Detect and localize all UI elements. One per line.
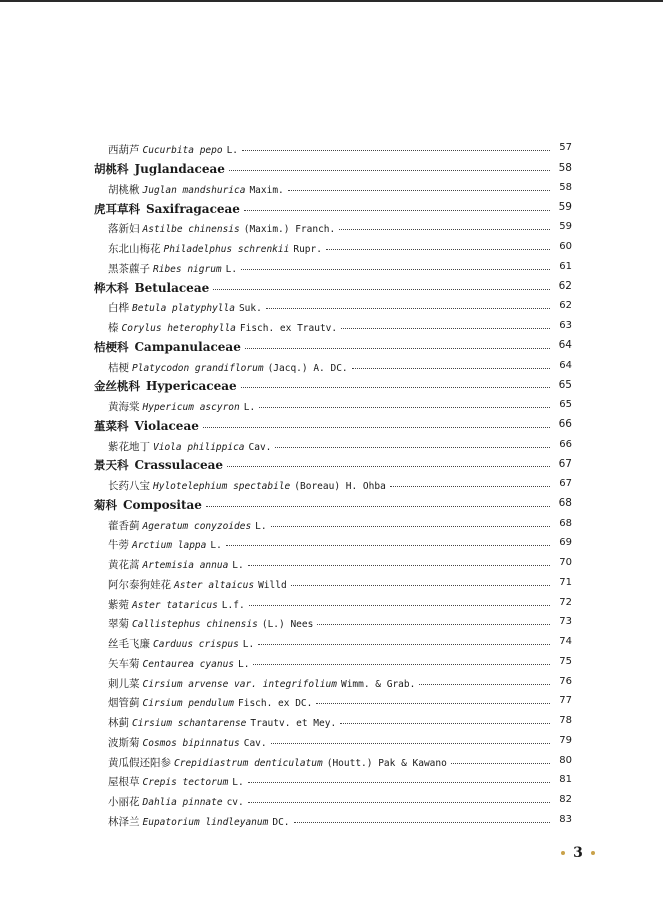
page-ref: 64: [559, 359, 572, 371]
toc-species-entry[interactable]: [92, 671, 572, 691]
toc-species-entry[interactable]: [92, 178, 572, 198]
latin-name: Astilbe chinensis: [142, 224, 240, 236]
entry-name: [108, 395, 255, 414]
page-ref: 61: [559, 260, 572, 272]
page-ref: 60: [559, 241, 572, 253]
entry-name: [108, 672, 415, 691]
chinese-name: 胡桃楸: [108, 183, 140, 196]
page-ref: 65: [558, 378, 572, 391]
dot-leader: [326, 249, 550, 250]
toc-species-entry[interactable]: [92, 790, 572, 810]
author-citation: Fisch. ex Trautv.: [239, 323, 338, 335]
page-ref: 64: [558, 339, 572, 352]
latin-name: Cirsium pendulum: [142, 698, 235, 710]
page-ref: 82: [559, 794, 572, 806]
dot-leader: [253, 664, 550, 665]
toc-family-entry[interactable]: [92, 276, 572, 296]
chinese-name: 黄海棠: [108, 401, 140, 414]
entry-name: [108, 138, 238, 157]
page-ref: 58: [558, 161, 572, 174]
author-citation: (Jacq.) A. DC.: [267, 362, 348, 374]
chinese-name: 屋根草: [108, 776, 140, 789]
family-latin-name: Hypericaceae: [146, 379, 237, 394]
toc-species-entry[interactable]: [92, 533, 572, 553]
latin-name: Hylotelephium spectabile: [153, 481, 291, 493]
chinese-name: 紫花地丁: [108, 440, 150, 453]
entry-name: [108, 514, 267, 533]
page-ref: 67: [559, 478, 572, 490]
author-citation: L.: [225, 263, 238, 275]
toc-species-entry[interactable]: [92, 138, 572, 158]
toc-species-entry[interactable]: [92, 296, 572, 316]
author-citation: (L.) Nees: [261, 619, 314, 631]
chinese-name: 长药八宝: [108, 480, 150, 493]
page-ref: 81: [559, 774, 572, 786]
chinese-name: 阿尔泰狗娃花: [108, 578, 171, 591]
latin-name: Aster altaicus: [174, 579, 255, 591]
latin-name: Platycodon grandiflorum: [132, 362, 264, 374]
author-citation: Cav.: [248, 441, 272, 453]
author-citation: Trautv. et Mey.: [250, 718, 337, 730]
author-citation: Wimm. & Grab.: [340, 678, 416, 690]
chinese-name: 黄瓜假还阳参: [108, 756, 171, 769]
chinese-name: 菊科: [94, 497, 117, 512]
dot-leader: [248, 782, 550, 783]
dot-leader: [249, 605, 550, 606]
toc-species-entry[interactable]: [92, 711, 572, 731]
dot-leader: [241, 387, 550, 388]
entry-name: [108, 691, 312, 710]
dot-leader: [242, 150, 550, 151]
chinese-name: 牛蒡: [108, 539, 129, 552]
page-ref: 58: [559, 181, 572, 193]
chinese-name: 翠菊: [108, 618, 129, 631]
latin-name: Crepidiastrum denticulatum: [174, 757, 323, 769]
chinese-name: 桦木科: [94, 280, 129, 295]
entry-name: [108, 356, 348, 375]
entry-name: [108, 573, 287, 592]
author-citation: (Maxim.) Franch.: [243, 224, 336, 236]
page-ref: 68: [558, 497, 572, 510]
toc-species-entry[interactable]: [92, 257, 572, 277]
latin-name: Ribes nigrum: [153, 263, 222, 275]
chinese-name: 林蓟: [108, 717, 129, 730]
family-latin-name: Violaceae: [134, 418, 199, 433]
page-ref: 83: [559, 813, 572, 825]
toc-family-entry[interactable]: [92, 454, 572, 474]
page-ref: 67: [558, 457, 572, 470]
page-ref: 63: [559, 320, 572, 332]
family-latin-name: Crassulaceae: [134, 458, 224, 473]
entry-name: [108, 593, 245, 612]
dot-leader: [419, 684, 550, 685]
page-ref: 74: [559, 636, 572, 648]
latin-name: Corylus heterophylla: [121, 323, 236, 335]
latin-name: Aster tataricus: [132, 599, 218, 611]
author-citation: Willd: [258, 579, 287, 591]
author-citation: (Boreau) H. Ohba: [294, 481, 386, 493]
dot-leader: [248, 565, 550, 566]
entry-name: [108, 790, 244, 809]
latin-name: Cirsium schantarense: [132, 718, 247, 730]
dot-leader: [271, 743, 550, 744]
top-rule: [0, 0, 663, 2]
toc-family-entry[interactable]: [92, 494, 572, 514]
entry-name: [94, 375, 237, 394]
entry-name: [108, 296, 262, 315]
entry-name: [108, 533, 222, 552]
chinese-name: 黑茶藨子: [108, 262, 150, 275]
chinese-name: 黄花蒿: [108, 559, 140, 572]
chinese-name: 小丽花: [108, 796, 140, 809]
entry-name: [94, 336, 241, 355]
latin-name: Artemisia annua: [142, 560, 229, 572]
chinese-name: 堇菜科: [94, 418, 129, 433]
chinese-name: 西葫芦: [108, 144, 140, 157]
entry-name: [108, 652, 249, 671]
chinese-name: 胡桃科: [94, 162, 129, 177]
dot-leader: [316, 703, 550, 704]
chinese-name: 落新妇: [108, 223, 140, 236]
latin-name: Philadelphus schrenkii: [163, 244, 290, 256]
page-ref: 76: [559, 675, 572, 687]
chinese-name: 丝毛飞廉: [108, 638, 150, 651]
entry-name: [108, 237, 322, 256]
toc-species-entry[interactable]: [92, 395, 572, 415]
chinese-name: 藿香蓟: [108, 519, 140, 532]
toc-species-entry[interactable]: [92, 237, 572, 257]
page-ref: 72: [559, 596, 572, 608]
toc-species-entry[interactable]: [92, 592, 572, 612]
page-ref: 62: [559, 300, 572, 312]
author-citation: L.: [255, 520, 267, 532]
family-latin-name: Campanulaceae: [134, 339, 241, 354]
entry-name: [108, 711, 336, 730]
chinese-name: 紫菀: [108, 598, 129, 611]
page-ref: 75: [559, 655, 572, 667]
chinese-name: 桔梗科: [94, 339, 129, 354]
family-latin-name: Betulaceae: [134, 280, 210, 295]
entry-name: [94, 494, 202, 513]
entry-name: [108, 810, 290, 829]
entry-name: [108, 217, 335, 236]
dot-leader: [390, 486, 550, 487]
latin-name: Carduus crispus: [153, 639, 239, 651]
entry-name: [94, 158, 225, 177]
dot-leader: [294, 822, 550, 823]
author-citation: Fisch. ex DC.: [238, 698, 313, 710]
entry-name: [108, 316, 337, 335]
toc-species-entry[interactable]: [92, 652, 572, 672]
page-ref: 73: [559, 616, 572, 628]
page-ref: 68: [559, 517, 572, 529]
chinese-name: 刺儿菜: [108, 677, 140, 690]
latin-name: Viola philippica: [153, 441, 245, 453]
folio-dot-left: [561, 851, 565, 855]
toc-species-entry[interactable]: [92, 553, 572, 573]
entry-name: [108, 751, 447, 770]
dot-leader: [241, 269, 550, 270]
page-ref: 71: [559, 576, 572, 588]
dot-leader: [259, 407, 550, 408]
toc-species-entry[interactable]: [92, 810, 572, 830]
dot-leader: [451, 763, 550, 764]
author-citation: L.f.: [221, 599, 245, 611]
entry-name: [108, 612, 313, 631]
toc-species-entry[interactable]: [92, 513, 572, 533]
chinese-name: 林泽兰: [108, 815, 140, 828]
author-citation: Rupr.: [293, 244, 322, 256]
page-ref: 57: [559, 142, 572, 154]
dot-leader: [291, 585, 550, 586]
chinese-name: 金丝桃科: [94, 379, 140, 394]
dot-leader: [340, 723, 550, 724]
author-citation: (Houtt.) Pak & Kawano: [326, 757, 447, 769]
page-ref: 78: [559, 715, 572, 727]
table-of-contents: [92, 138, 572, 829]
dot-leader: [227, 466, 550, 467]
chinese-name: 虎耳草科: [94, 201, 140, 216]
latin-name: Arctium lappa: [132, 540, 207, 552]
entry-name: [108, 731, 267, 750]
page-folio: [548, 842, 608, 864]
family-latin-name: Juglandaceae: [134, 162, 225, 177]
toc-species-entry[interactable]: [92, 691, 572, 711]
toc-family-entry[interactable]: [92, 158, 572, 178]
chinese-name: 烟管蓟: [108, 697, 140, 710]
latin-name: Cirsium arvense var. integrifolium: [142, 678, 337, 690]
dot-leader: [245, 348, 550, 349]
dot-leader: [317, 624, 550, 625]
author-citation: L.: [232, 560, 244, 572]
toc-species-entry[interactable]: [92, 316, 572, 336]
entry-name: [108, 632, 254, 651]
page-ref: 70: [559, 557, 572, 569]
toc-species-entry[interactable]: [92, 434, 572, 454]
entry-name: [108, 770, 244, 789]
author-citation: L.: [242, 639, 255, 651]
folio-dot-right: [591, 851, 595, 855]
entry-name: [94, 277, 209, 296]
author-citation: DC.: [272, 816, 290, 828]
chinese-name: 白桦: [108, 302, 129, 315]
latin-name: Dahlia pinnate: [142, 797, 223, 809]
dot-leader: [288, 190, 550, 191]
entry-name: [94, 454, 223, 473]
toc-species-entry[interactable]: [92, 573, 572, 593]
entry-name: [108, 435, 271, 454]
page-ref: 66: [558, 418, 572, 431]
dot-leader: [341, 328, 550, 329]
entry-name: [94, 415, 199, 434]
page-ref: 59: [558, 201, 572, 214]
toc-species-entry[interactable]: [92, 770, 572, 790]
latin-name: Eupatorium lindleyanum: [142, 816, 269, 828]
latin-name: Crepis tectorum: [142, 777, 229, 789]
page-ref: 66: [559, 438, 572, 450]
dot-leader: [213, 289, 550, 290]
entry-name: [108, 178, 284, 197]
author-citation: L.: [226, 145, 239, 157]
latin-name: Callistephus chinensis: [132, 619, 258, 631]
entry-name: [108, 257, 237, 276]
dot-leader: [339, 229, 550, 230]
dot-leader: [206, 506, 550, 507]
toc-species-entry[interactable]: [92, 355, 572, 375]
chinese-name: 波斯菊: [108, 736, 140, 749]
chinese-name: 桔梗: [108, 361, 129, 374]
page-ref: 80: [559, 754, 572, 766]
toc-species-entry[interactable]: [92, 731, 572, 751]
author-citation: Maxim.: [249, 184, 284, 196]
page-ref: 62: [558, 280, 572, 293]
author-citation: L.: [210, 540, 222, 552]
dot-leader: [248, 802, 550, 803]
author-citation: Cav.: [243, 737, 267, 749]
toc-family-entry[interactable]: [92, 375, 572, 395]
toc-family-entry[interactable]: [92, 336, 572, 356]
toc-species-entry[interactable]: [92, 474, 572, 494]
latin-name: Hypericum ascyron: [142, 402, 240, 414]
toc-family-entry[interactable]: [92, 197, 572, 217]
family-latin-name: Saxifragaceae: [146, 201, 240, 216]
chinese-name: 矢车菊: [108, 657, 140, 670]
entry-name: [94, 198, 240, 217]
toc-species-entry[interactable]: [92, 632, 572, 652]
toc-species-entry[interactable]: [92, 750, 572, 770]
latin-name: Centaurea cyanus: [142, 658, 235, 670]
page-ref: 69: [559, 537, 572, 549]
dot-leader: [352, 368, 550, 369]
dot-leader: [271, 526, 550, 527]
latin-name: Ageratum conyzoides: [142, 520, 252, 532]
author-citation: L.: [243, 402, 256, 414]
latin-name: Juglan mandshurica: [142, 184, 246, 196]
latin-name: Cucurbita pepo: [142, 145, 223, 157]
entry-name: [108, 474, 386, 493]
latin-name: Cosmos bipinnatus: [142, 737, 240, 749]
dot-leader: [203, 427, 550, 428]
dot-leader: [244, 210, 550, 211]
author-citation: cv.: [226, 797, 244, 809]
author-citation: L.: [232, 777, 244, 789]
chinese-name: 景天科: [94, 458, 129, 473]
author-citation: Suk.: [238, 303, 262, 315]
chinese-name: 榛: [108, 322, 119, 335]
toc-species-entry[interactable]: [92, 217, 572, 237]
page-ref: 65: [559, 399, 572, 411]
dot-leader: [266, 308, 550, 309]
family-latin-name: Compositae: [123, 497, 202, 512]
toc-family-entry[interactable]: [92, 415, 572, 435]
dot-leader: [275, 447, 550, 448]
chinese-name: 东北山梅花: [108, 243, 161, 256]
toc-species-entry[interactable]: [92, 612, 572, 632]
latin-name: Betula platyphylla: [132, 303, 235, 315]
dot-leader: [229, 170, 550, 171]
page-ref: 79: [559, 734, 572, 746]
dot-leader: [258, 644, 550, 645]
entry-name: [108, 553, 244, 572]
page-ref: 77: [559, 695, 572, 707]
page-number: 3: [573, 845, 583, 861]
dot-leader: [226, 545, 550, 546]
page-ref: 59: [559, 221, 572, 233]
author-citation: L.: [238, 658, 250, 670]
